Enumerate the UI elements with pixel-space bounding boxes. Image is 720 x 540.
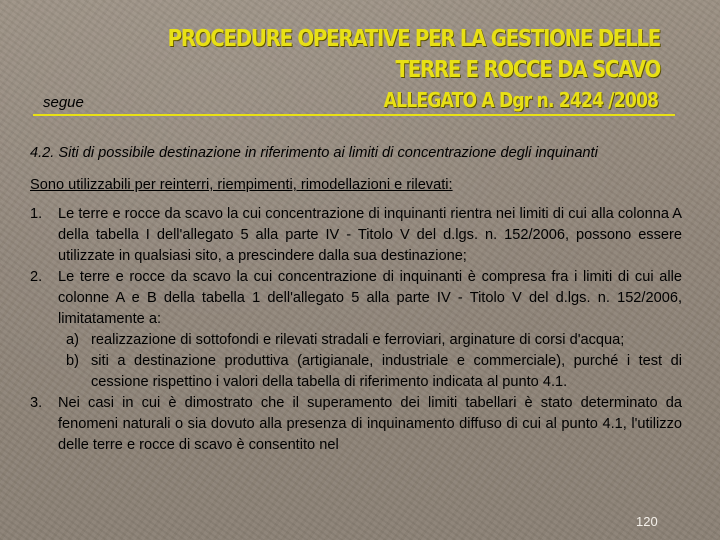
list-item [30,267,682,330]
list-item-text: Le terre e rocce da scavo la cui concentrazione di inquinanti è compresa fra i limiti di cui alle colonne A e B della tabella 1 dell'allegato 5 alla parte IV - Titolo V del d.lgs. n. 152/2006, limitatamente a: [58,269,682,327]
points-list-continued [30,393,682,456]
section-intro [30,175,682,196]
allegato-reference: ALLEGATO A Dgr n. 2424 /2008 [383,88,658,112]
header-rule [33,114,675,116]
sub-list-item-letter: b) [66,353,79,369]
section-intro-text: Sono utilizzabili per reinterri, riempimenti, rimodellazioni e rilevati [30,177,449,193]
sub-list-item [30,330,682,351]
list-item [30,204,682,267]
list-item-text: Nei casi in cui è dimostrato che il superamento dei limiti tabellari è stato determinato da fenomeni naturali o sia dovuto alla presenza di inquinamento diffuso di cui al punto 4.1, l'utilizzo delle terre e rocce di scavo è consentito nel [58,395,682,453]
list-item-text: Le terre e rocce da scavo la cui concentrazione di inquinanti rientra nei limiti di cui alla colonna A della tabella I dell'allegato 5 alla parte IV - Titolo V del d.lgs. n. 152/2006, possono essere utilizzate in qualsiasi sito, a prescindere dalla sua destinazione; [58,206,682,264]
list-item-number: 1. [30,206,43,222]
list-item [30,393,682,456]
sub-list-item [30,351,682,393]
document-body [30,143,682,456]
list-item-number: 2. [30,269,43,285]
segue-label: segue [43,94,84,111]
list-item-number: 3. [30,395,43,411]
sub-list-item-text: siti a destinazione produttiva (artigianale, industriale e commerciale), purché i test di cessione rispettino i valori della tabella di riferimento indicata al punto 4.1. [91,353,682,390]
section-intro-colon: : [448,177,453,193]
document-title: PROCEDURE OPERATIVE PER LA GESTIONE DELLE TERRE E ROCCE DA SCAVO [167,26,661,83]
sub-list-item-text: realizzazione di sottofondi e rilevati stradali e ferroviari, arginature di corsi d'acqua; [91,332,625,348]
page-number: 120 [636,514,658,529]
points-list [30,204,682,330]
subpoints-list [30,330,682,393]
sub-list-item-letter: a) [66,332,79,348]
section-heading: 4.2. Siti di possibile destinazione in riferimento ai limiti di concentrazione degli inquinanti [30,145,598,161]
